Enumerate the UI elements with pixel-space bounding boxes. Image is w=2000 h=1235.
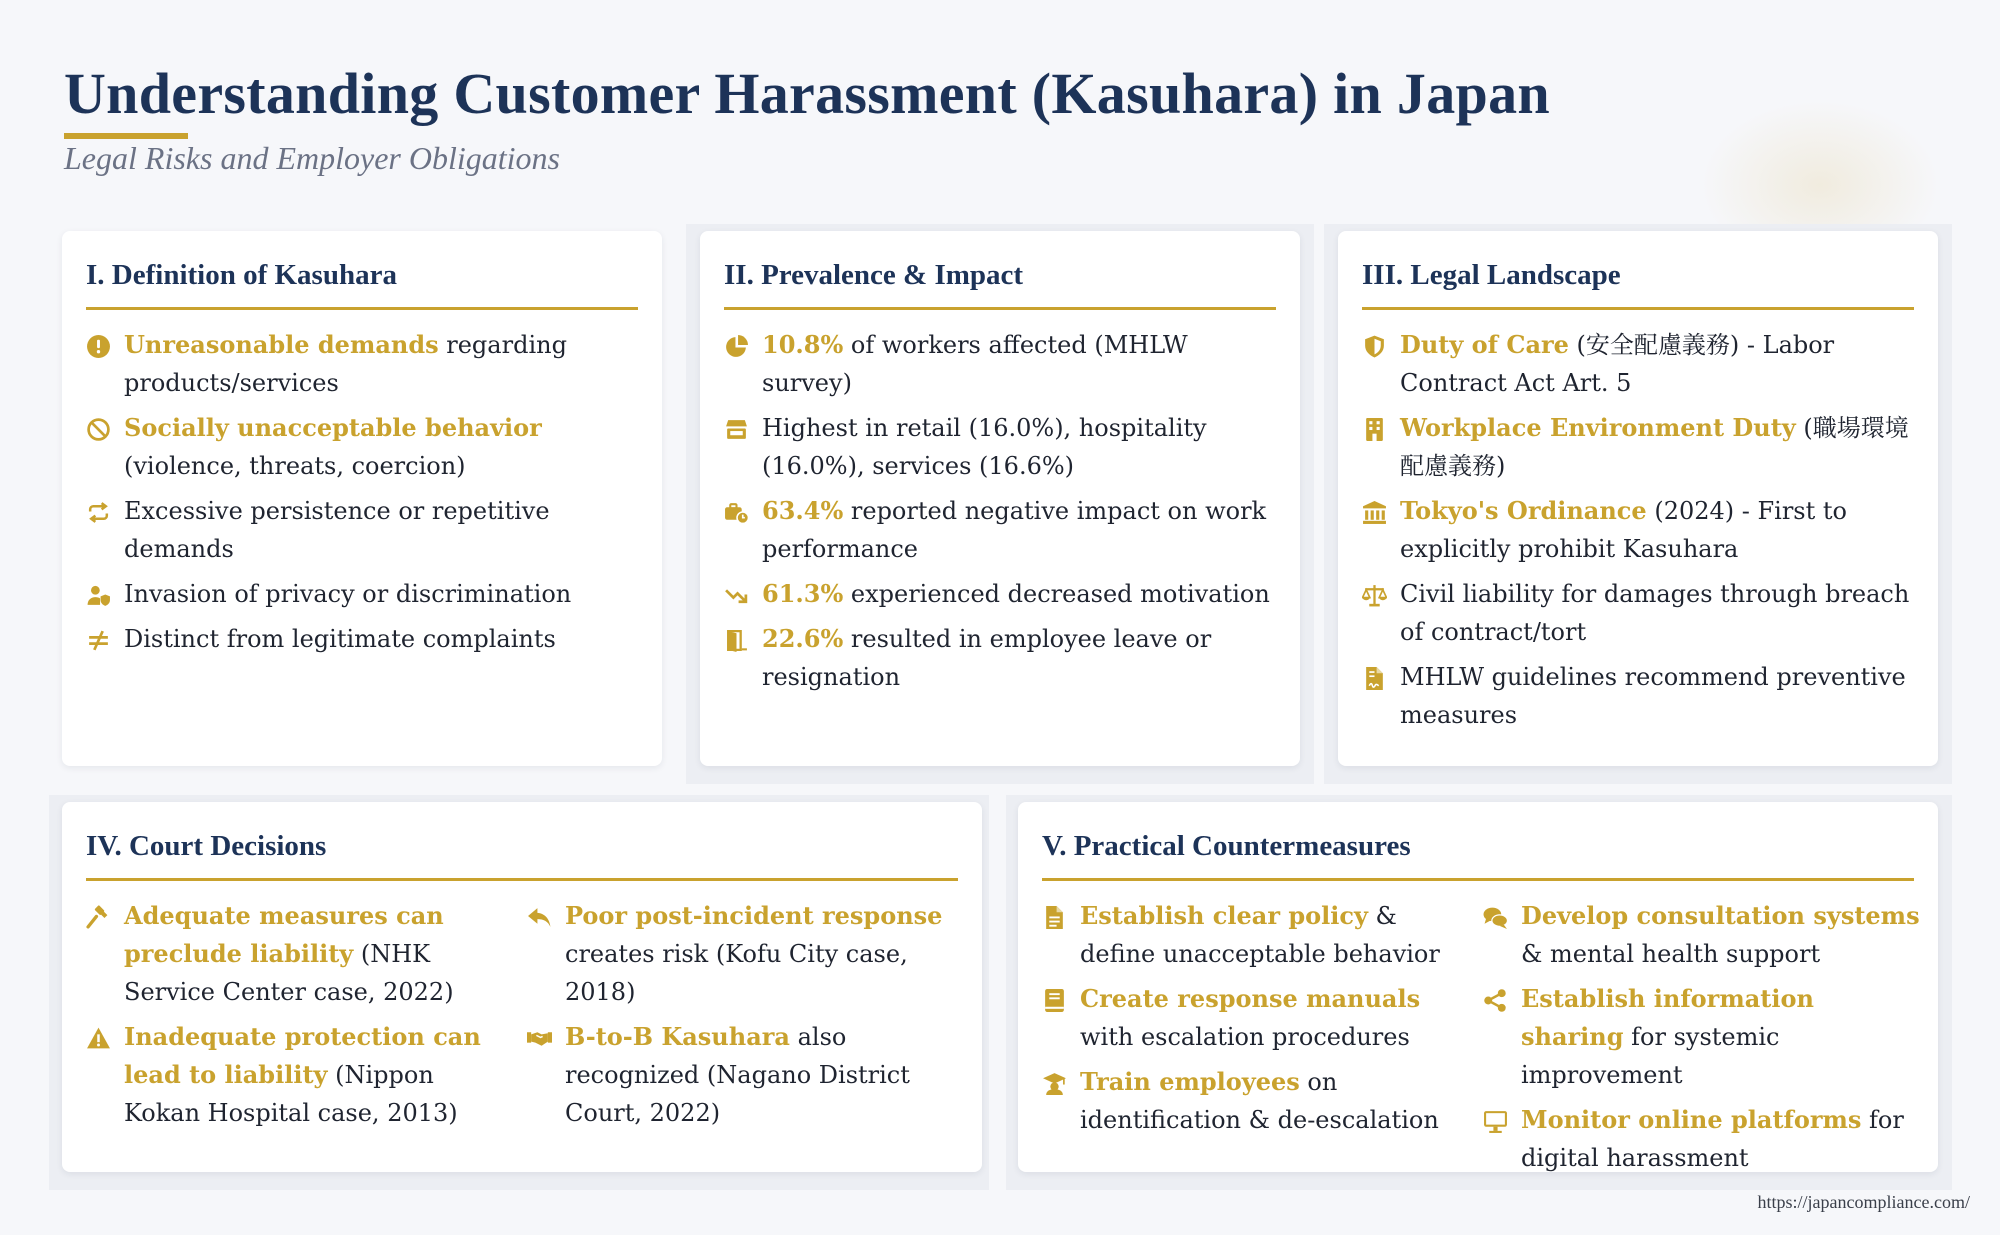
card-court: [62, 802, 982, 1172]
item-highlight: Establish information sharing: [1521, 984, 1814, 1051]
item-text: of workers affected (MHLW survey): [762, 331, 1188, 397]
court-list-left: [86, 897, 516, 1139]
item-text: Distinct from legitimate complaints: [124, 625, 556, 653]
card-countermeasures: [1018, 802, 1938, 1172]
list-item: [86, 409, 646, 485]
item-text: MHLW guidelines recommend preventive measures: [1400, 663, 1906, 729]
list-item: [724, 326, 1284, 402]
card-definition: [62, 231, 662, 766]
item-highlight: 22.6%: [762, 624, 844, 653]
title-divider: [86, 878, 958, 881]
item-highlight: Duty of Care: [1400, 330, 1569, 359]
door-exit-icon: [724, 628, 749, 653]
item-text: (Nippon Kokan Hospital case, 2013): [124, 1061, 458, 1127]
item-highlight: Workplace Environment Duty: [1400, 413, 1796, 442]
scale-icon: [1362, 583, 1387, 608]
title-divider: [724, 307, 1276, 310]
list-item: [86, 1018, 516, 1132]
item-text: (2024) - First to explicitly prohibit Kasuhara: [1400, 497, 1847, 563]
card-title: IV. Court Decisions: [86, 830, 327, 862]
item-text: & mental health support: [1521, 940, 1821, 968]
exclamation-circle-icon: [86, 334, 111, 359]
handshake-icon: [527, 1026, 552, 1051]
list-item: [86, 326, 646, 402]
definition-list: [86, 326, 646, 665]
title-divider: [1362, 307, 1914, 310]
countermeasures-list-left: [1042, 897, 1467, 1146]
item-text: for digital harassment: [1521, 1106, 1904, 1172]
card-legal: [1338, 231, 1938, 766]
file-contract-icon: [1362, 666, 1387, 691]
item-text: (NHK Service Center case, 2022): [124, 940, 454, 1006]
gavel-icon: [86, 905, 111, 930]
briefcase-clock-icon: [724, 500, 749, 525]
prevalence-list: [724, 326, 1284, 703]
card-title: V. Practical Countermeasures: [1042, 830, 1411, 862]
repeat-icon: [86, 500, 111, 525]
item-highlight: Monitor online platforms: [1521, 1105, 1862, 1134]
item-highlight: 63.4%: [762, 496, 844, 525]
item-text: for systemic improvement: [1521, 1023, 1780, 1089]
item-highlight: Develop consultation systems: [1521, 901, 1920, 930]
item-text: on identification & de-escalation: [1080, 1068, 1439, 1134]
item-highlight: B-to-B Kasuhara: [565, 1022, 790, 1051]
item-highlight: Unreasonable demands: [124, 330, 439, 359]
item-highlight: 10.8%: [762, 330, 844, 359]
list-item: [1362, 326, 1922, 402]
legal-list: [1362, 326, 1922, 741]
list-item: [724, 575, 1284, 613]
trend-down-icon: [724, 583, 749, 608]
item-highlight: Establish clear policy: [1080, 901, 1368, 930]
page-subtitle: Legal Risks and Employer Obligations: [64, 140, 560, 176]
card-title: III. Legal Landscape: [1362, 259, 1621, 291]
item-highlight: Poor post-incident response: [565, 901, 943, 930]
item-text: Invasion of privacy or discrimination: [124, 580, 572, 608]
court-list-right: [527, 897, 967, 1139]
list-item: [1042, 980, 1467, 1056]
graduation-cap-icon: [1042, 1071, 1067, 1096]
item-highlight: Inadequate protection can lead to liability: [124, 1022, 481, 1089]
item-highlight: Adequate measures can preclude liability: [124, 901, 444, 968]
building-icon: [1362, 417, 1387, 442]
landmark-icon: [1362, 500, 1387, 525]
item-text: Highest in retail (16.0%), hospitality (16.0%), services (16.6%): [762, 414, 1207, 480]
shield-icon: [1362, 334, 1387, 359]
share-icon: [1483, 988, 1508, 1013]
item-text: Civil liability for damages through breach of contract/tort: [1400, 580, 1910, 646]
item-text: creates risk (Kofu City case, 2018): [565, 940, 908, 1006]
list-item: [1483, 1101, 1923, 1177]
item-highlight: 61.3%: [762, 579, 844, 608]
document-icon: [1042, 905, 1067, 930]
not-equal-icon: [86, 628, 111, 653]
list-item: [724, 492, 1284, 568]
page-title: Understanding Customer Harassment (Kasuhara) in Japan: [64, 61, 1550, 126]
item-text: (violence, threats, coercion): [124, 452, 466, 480]
title-underline: [64, 133, 188, 139]
list-item: [1362, 575, 1922, 651]
item-text: (安全配慮義務) - Labor Contract Act Art. 5: [1400, 331, 1835, 397]
card-title: II. Prevalence & Impact: [724, 259, 1024, 291]
item-text: Excessive persistence or repetitive demands: [124, 497, 550, 563]
list-item: [1042, 897, 1467, 973]
item-highlight: Create response manuals: [1080, 984, 1421, 1013]
warning-triangle-icon: [86, 1026, 111, 1051]
item-highlight: Train employees: [1080, 1067, 1300, 1096]
list-item: [527, 1018, 967, 1132]
list-item: [86, 492, 646, 568]
book-icon: [1042, 988, 1067, 1013]
user-shield-icon: [86, 583, 111, 608]
list-item: [86, 575, 646, 613]
item-highlight: Tokyo's Ordinance: [1400, 496, 1647, 525]
footer-url: https://japancompliance.com/: [1757, 1192, 1970, 1212]
item-text: with escalation procedures: [1080, 1023, 1410, 1051]
ban-icon: [86, 417, 111, 442]
item-text: experienced decreased motivation: [843, 580, 1270, 608]
item-text: also recognized (Nagano District Court, 2022): [565, 1023, 910, 1127]
reply-icon: [527, 905, 552, 930]
list-item: [724, 620, 1284, 696]
title-divider: [86, 307, 638, 310]
card-prevalence: [700, 231, 1300, 766]
list-item: [1483, 897, 1923, 973]
monitor-icon: [1483, 1109, 1508, 1134]
item-text: & define unacceptable behavior: [1080, 902, 1440, 968]
title-divider: [1042, 878, 1914, 881]
pie-chart-icon: [724, 334, 749, 359]
card-title: I. Definition of Kasuhara: [86, 259, 397, 291]
store-icon: [724, 417, 749, 442]
list-item: [1362, 409, 1922, 485]
comments-icon: [1483, 905, 1508, 930]
list-item: [1362, 658, 1922, 734]
countermeasures-list-right: [1483, 897, 1923, 1184]
item-text: regarding products/services: [124, 331, 567, 397]
item-text: reported negative impact on work performance: [762, 497, 1267, 563]
list-item: [1042, 1063, 1467, 1139]
list-item: [724, 409, 1284, 485]
item-highlight: Socially unacceptable behavior: [124, 413, 542, 442]
item-text: resulted in employee leave or resignation: [762, 625, 1212, 691]
list-item: [1362, 492, 1922, 568]
list-item: [527, 897, 967, 1011]
item-text: (職場環境配慮義務): [1400, 414, 1909, 480]
list-item: [1483, 980, 1923, 1094]
list-item: [86, 897, 516, 1011]
list-item: [86, 620, 646, 658]
